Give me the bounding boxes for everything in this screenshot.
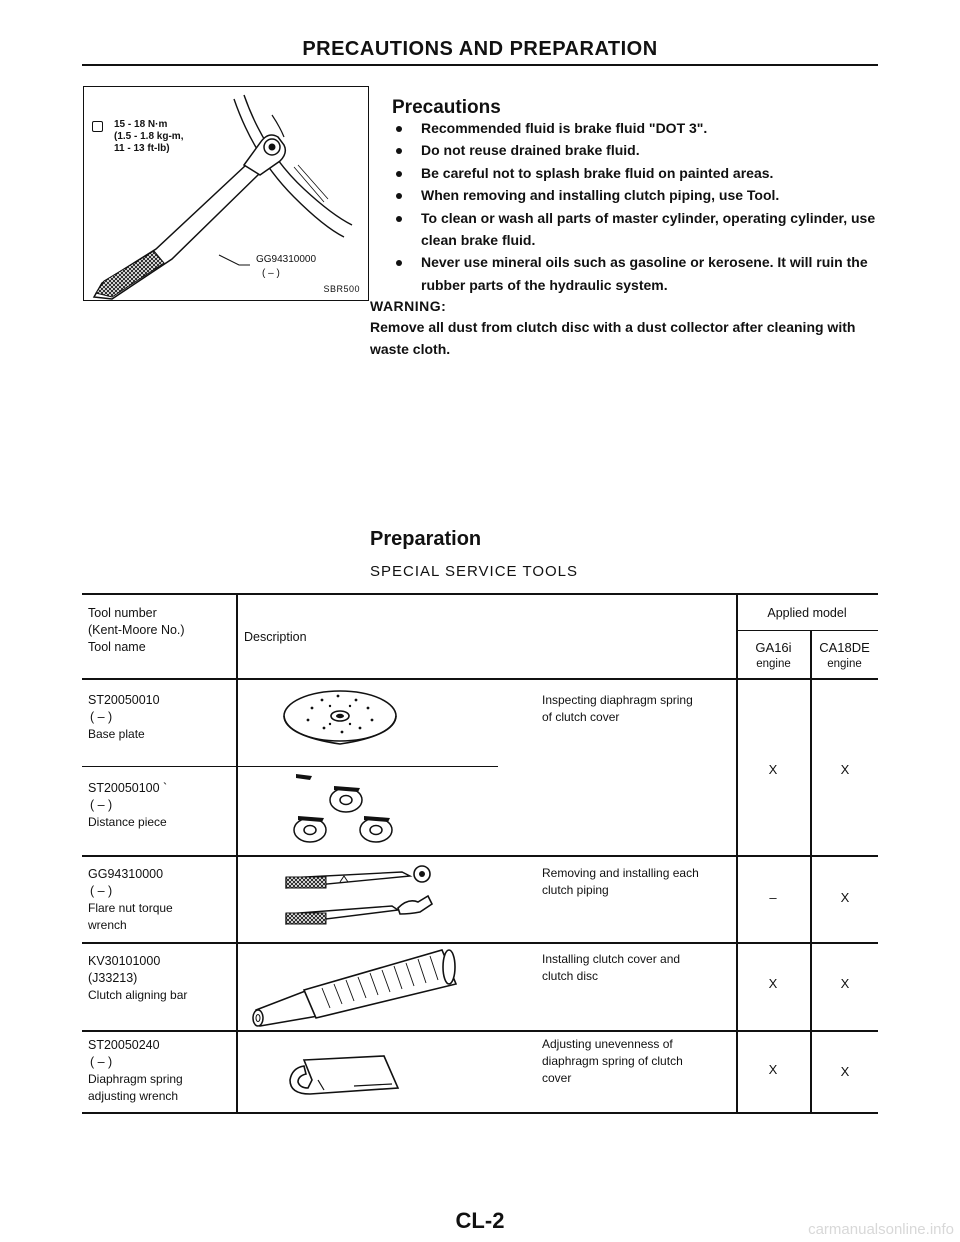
description-cell: Removing and installing each clutch piping xyxy=(542,866,699,897)
table-row: ST20050240 ( – ) Diaphragm spring adjusting wrench xyxy=(88,1038,183,1103)
description-header: Description xyxy=(244,630,307,644)
flare-nut-wrench-illustration xyxy=(282,862,442,936)
table-bottom-rule xyxy=(82,1112,878,1114)
row-rule xyxy=(82,942,878,944)
model-header-rule xyxy=(736,630,878,631)
page-title: PRECAUTIONS AND PREPARATION xyxy=(302,38,658,60)
list-item: Be careful not to splash brake fluid on painted areas. xyxy=(392,162,882,184)
list-item: Never use mineral oils such as gasoline or kerosene. It will ruin the rubber parts of the hydraulic system. xyxy=(392,251,882,296)
precautions-heading: Precautions xyxy=(392,97,501,118)
diaphragm-spring-wrench-illustration xyxy=(284,1050,402,1102)
description-cell: Installing clutch cover and clutch disc xyxy=(542,952,681,983)
description-cell: Inspecting diaphragm spring of clutch cover xyxy=(542,693,693,724)
ga16i-mark: X xyxy=(768,1062,778,1077)
ca18de-mark: X xyxy=(840,762,850,777)
distance-piece-illustration xyxy=(288,772,400,850)
row-rule xyxy=(82,766,498,767)
ga16i-mark: X xyxy=(768,762,778,777)
list-item: To clean or wash all parts of master cylinder, operating cylinder, use clean brake fluid. xyxy=(392,207,882,252)
ca18de-mark: X xyxy=(840,890,850,905)
list-item: When removing and installing clutch piping, use Tool. xyxy=(392,184,882,206)
model-ca18de-header: CA18DE engine xyxy=(819,640,870,670)
col-rule xyxy=(236,594,238,1113)
applied-model-header: Applied model xyxy=(767,606,847,620)
figure-code: SBR500 xyxy=(323,284,360,294)
warning-label: WARNING: xyxy=(370,298,447,314)
ga16i-mark: X xyxy=(768,976,778,991)
table-top-rule xyxy=(82,593,878,595)
page-number: CL-2 xyxy=(455,1208,505,1233)
header-bottom-rule xyxy=(82,678,878,680)
table-row: ST20050100 ` ( – ) Distance piece xyxy=(88,781,168,829)
warning-text: Remove all dust from clutch disc with a dust collector after cleaning with waste cloth. xyxy=(370,319,856,357)
tool-header: Tool number (Kent-Moore No.) Tool name xyxy=(88,606,185,654)
ca18de-mark: X xyxy=(840,976,850,991)
ga16i-mark: – xyxy=(769,890,777,905)
special-service-tools-heading: SPECIAL SERVICE TOOLS xyxy=(370,563,579,580)
model-ga16i-header: GA16i engine xyxy=(755,640,792,670)
list-item: Do not reuse drained brake fluid. xyxy=(392,139,882,161)
table-row: ST20050010 ( – ) Base plate xyxy=(88,693,160,741)
clutch-aligning-bar-illustration xyxy=(246,946,466,1028)
torque-spec: 15 - 18 N·m (1.5 - 1.8 kg-m, 11 - 13 ft-lb) xyxy=(114,119,184,154)
list-item: Recommended fluid is brake fluid "DOT 3". xyxy=(392,117,882,139)
row-rule xyxy=(82,855,878,857)
figure-tool-label: GG94310000 ( – ) xyxy=(256,254,317,279)
row-rule xyxy=(82,1030,878,1032)
description-cell: Adjusting unevenness of diaphragm spring of clutch cover xyxy=(542,1037,683,1085)
ca18de-mark: X xyxy=(840,1064,850,1079)
table-row: GG94310000 ( – ) Flare nut torque wrench xyxy=(88,867,173,932)
preparation-heading: Preparation xyxy=(370,528,482,550)
watermark: carmanualsonline.info xyxy=(808,1221,954,1238)
col-rule xyxy=(810,631,812,1113)
table-row: KV30101000 (J33213) Clutch aligning bar xyxy=(88,954,188,1002)
base-plate-illustration xyxy=(280,686,400,748)
